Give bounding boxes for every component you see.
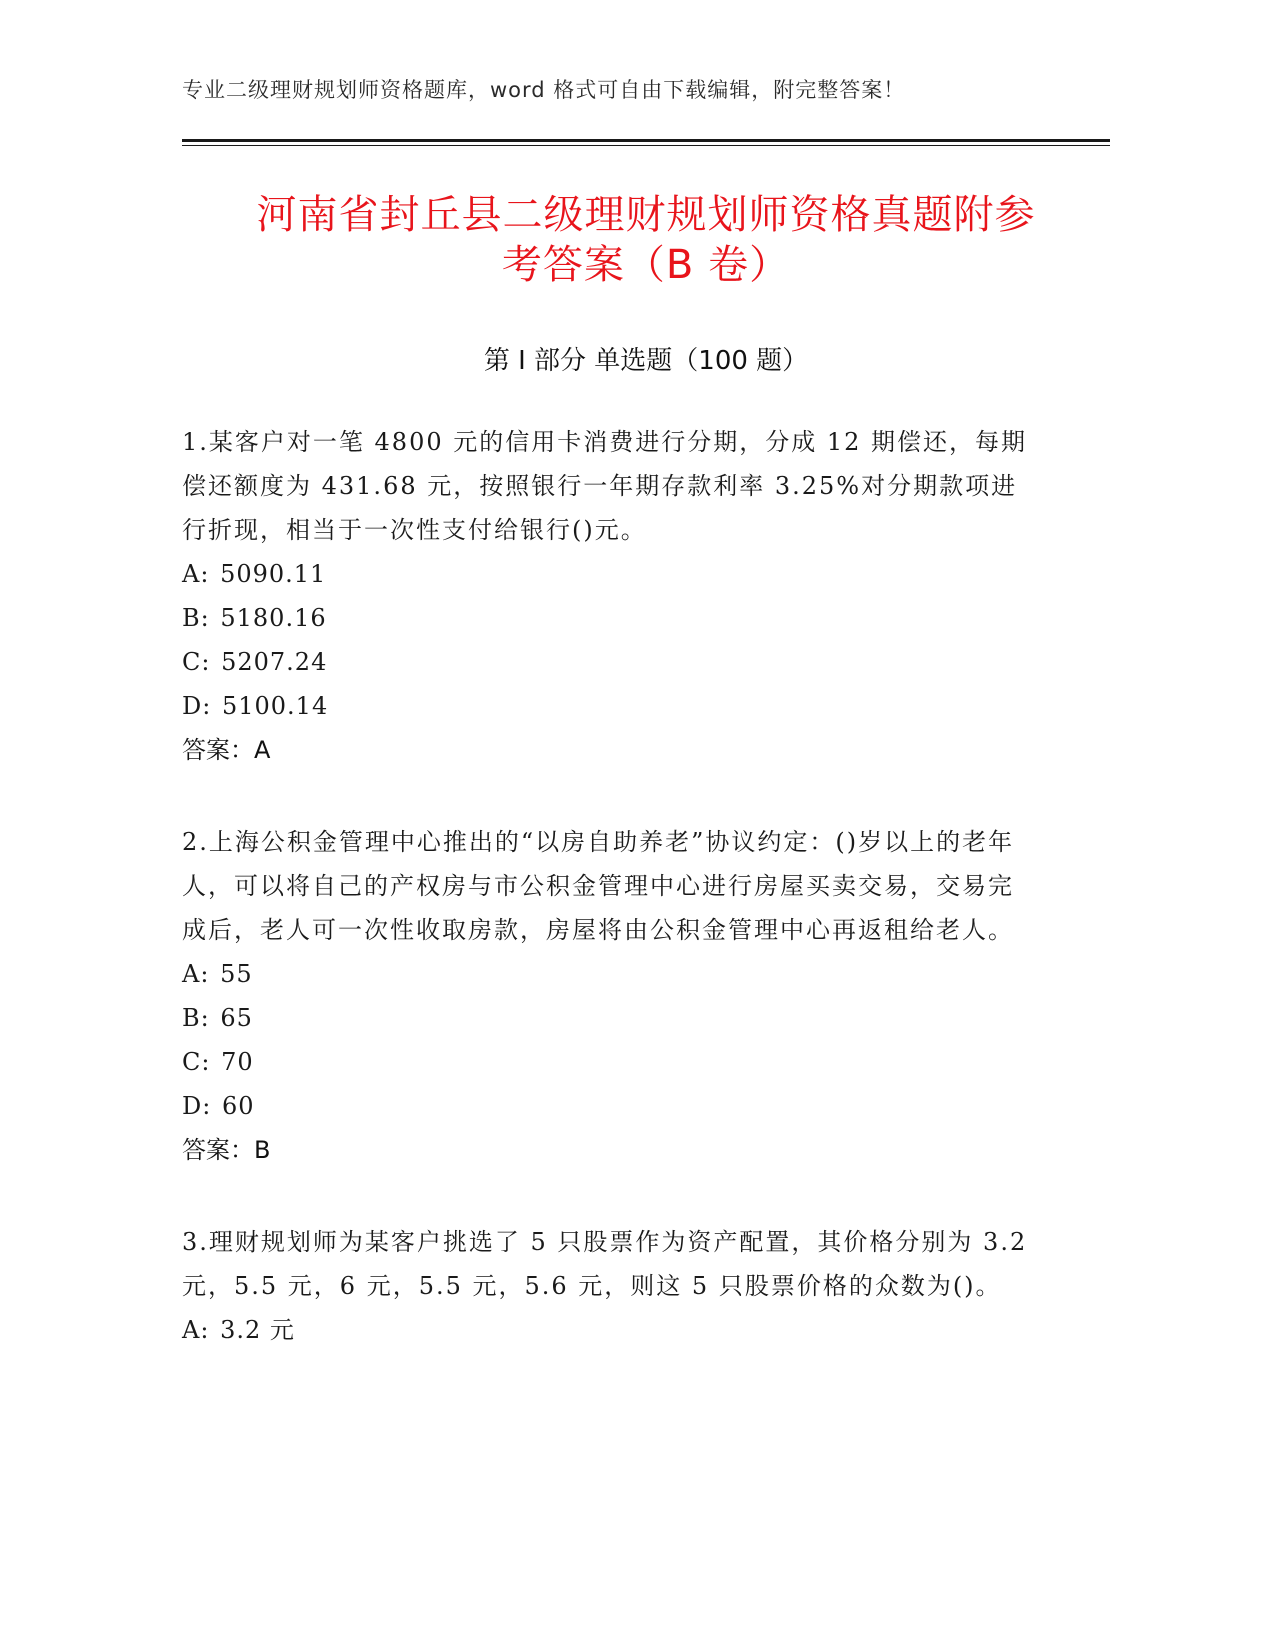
question-text: 2.上海公积金管理中心推出的“以房自助养老”协议约定：()岁以上的老年人，可以将自己的产权房与市公积金管理中心进行房屋买卖交易，交易完成后，老人可一次性收取房款，房屋将由公积金管理中心再返租给老人。 xyxy=(182,828,1015,944)
option-value: 5207.24 xyxy=(221,648,328,676)
option-letter: A: xyxy=(182,1316,210,1344)
option-letter: A: xyxy=(182,560,210,588)
document-title-line2: 考答案（B 卷） xyxy=(501,242,791,288)
header-rule-thin xyxy=(182,145,1110,146)
document-title xyxy=(182,190,1110,290)
answer: 答案：A xyxy=(182,736,271,764)
option-letter: C: xyxy=(182,1048,211,1076)
option-value: 55 xyxy=(220,960,253,988)
option-letter: A: xyxy=(182,960,210,988)
answer: 答案：B xyxy=(182,1136,271,1164)
question-text: 3.理财规划师为某客户挑选了 5 只股票作为资产配置，其价格分别为 3.2 元，5.5 元，6 元，5.5 元，5.6 元，则这 5 只股票价格的众数为()。 xyxy=(182,1228,1028,1300)
option-value: 65 xyxy=(220,1004,253,1032)
question-2 xyxy=(182,820,1032,1172)
option-letter: C: xyxy=(182,648,211,676)
question-list xyxy=(182,420,1032,1400)
option-value: 5180.16 xyxy=(220,604,327,632)
option-a xyxy=(182,1308,1032,1352)
question-text: 1.某客户对一笔 4800 元的信用卡消费进行分期，分成 12 期偿还，每期偿还额度为 431.68 元，按照银行一年期存款利率 3.25%对分期款项进行折现，相当于一次性支付给银行()元。 xyxy=(182,428,1028,544)
option-value: 3.2 元 xyxy=(220,1316,295,1344)
option-letter: B: xyxy=(182,604,210,632)
option-letter: B: xyxy=(182,1004,210,1032)
header-note: 专业二级理财规划师资格题库，word 格式可自由下载编辑，附完整答案！ xyxy=(182,78,906,102)
option-d xyxy=(182,684,1032,728)
option-value: 5090.11 xyxy=(220,560,327,588)
document-title-line1: 河南省封丘县二级理财规划师资格真题附参 xyxy=(256,192,1036,238)
option-value: 60 xyxy=(221,1092,255,1120)
option-c xyxy=(182,1040,1032,1084)
option-c xyxy=(182,640,1032,684)
option-b xyxy=(182,596,1032,640)
option-b xyxy=(182,996,1032,1040)
option-letter: D: xyxy=(182,1092,212,1120)
option-value: 70 xyxy=(221,1048,254,1076)
question-1 xyxy=(182,420,1032,772)
question-3 xyxy=(182,1220,1032,1352)
option-d xyxy=(182,1084,1032,1128)
option-value: 5100.14 xyxy=(221,692,329,720)
section-title: 第 I 部分 单选题（100 题） xyxy=(483,346,809,376)
option-a xyxy=(182,952,1032,996)
option-a xyxy=(182,552,1032,596)
option-letter: D: xyxy=(182,692,212,720)
header-rule-thick xyxy=(182,139,1110,142)
